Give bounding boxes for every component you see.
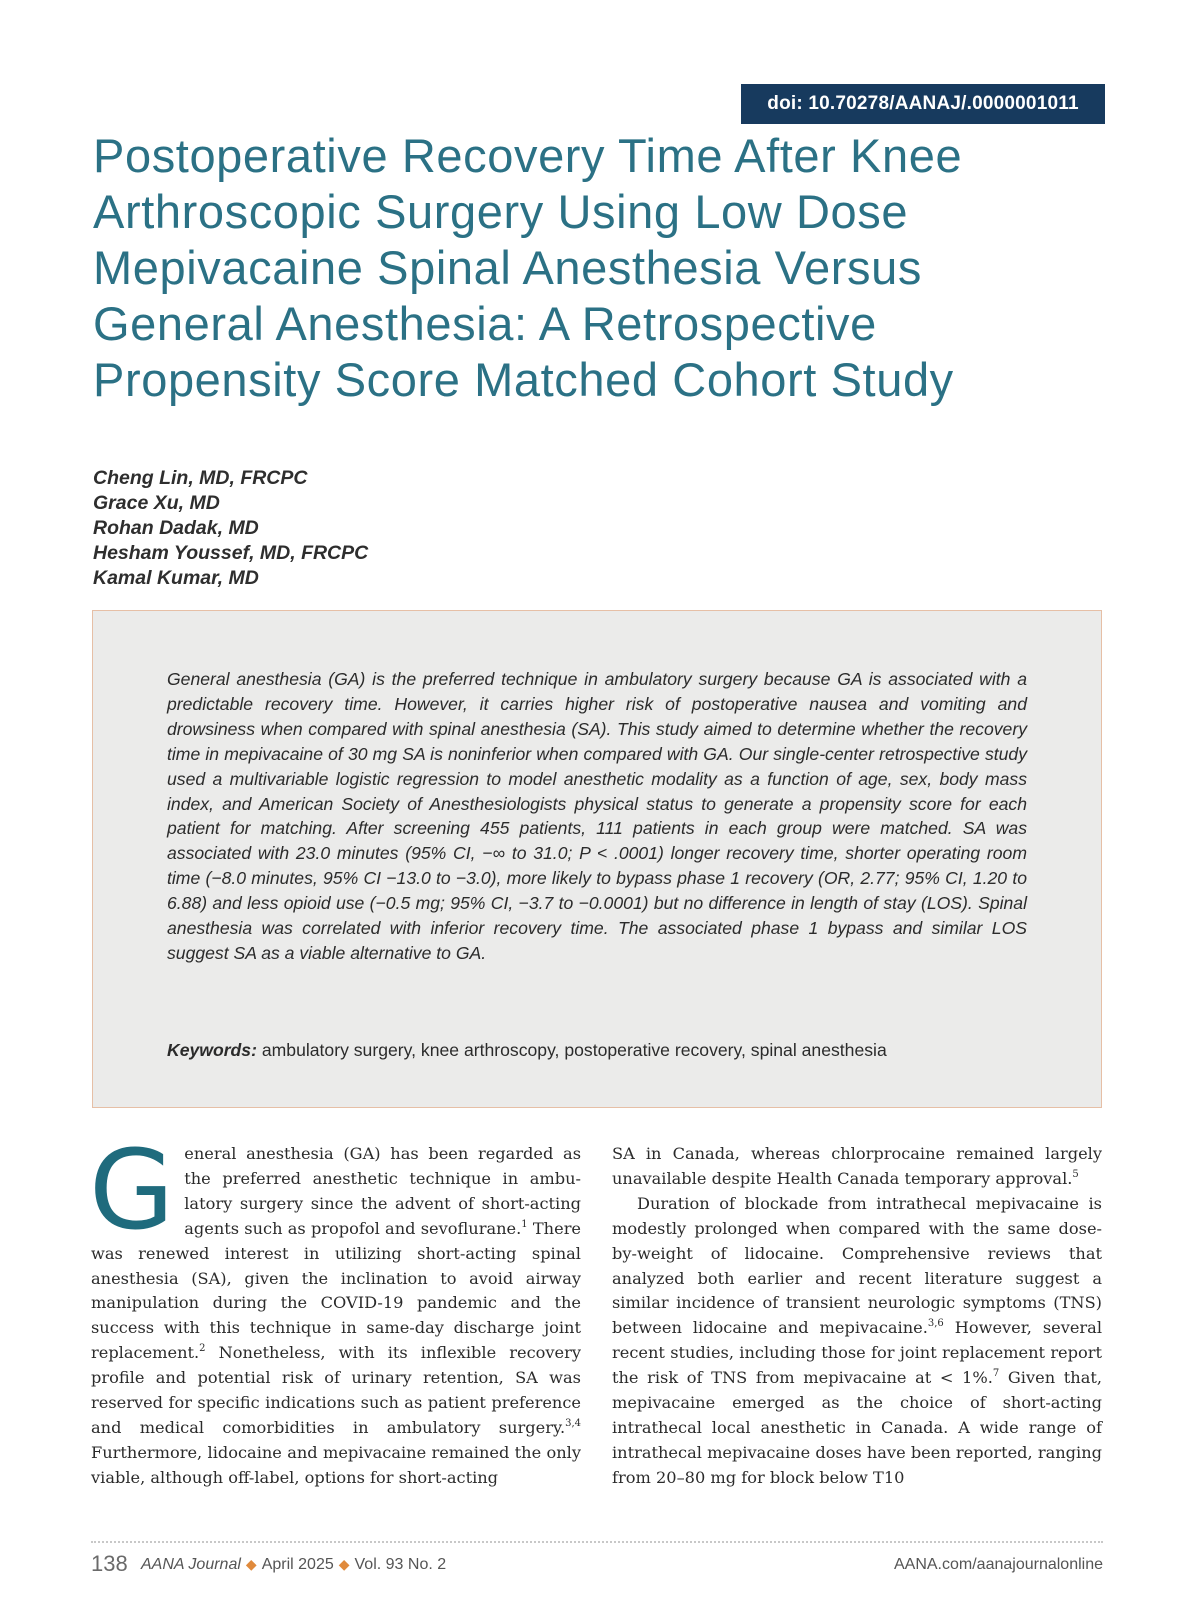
author-name: Rohan Dadak, MD	[93, 517, 259, 539]
journal-name: AANA Journal	[141, 1556, 241, 1573]
page-number: 138	[91, 1551, 128, 1576]
keywords-label: Keywords:	[167, 1040, 257, 1060]
diamond-icon: ◆	[245, 1556, 257, 1572]
doi-badge: doi: 10.70278/AANAJ/.0000001011	[741, 84, 1105, 124]
keywords-list: ambulatory surgery, knee arthroscopy, postoperative recovery, spinal anesthesia	[261, 1040, 887, 1060]
body-paragraph	[612, 1192, 1102, 1491]
body-column-left	[89, 1126, 582, 1491]
article-title	[93, 128, 1113, 408]
diamond-icon: ◆	[338, 1556, 350, 1572]
citation-ref: 7	[992, 1368, 1000, 1380]
journal-website-link[interactable]: AANA.com/aanajournalonline	[893, 1556, 1103, 1573]
issue-date: April 2025	[261, 1556, 334, 1573]
title-line: Postoperative Recovery Time After Knee	[93, 129, 963, 182]
author-name: Kamal Kumar, MD	[93, 567, 259, 589]
body-text: There was renewed interest in utilizing short-acting spinal anesthesia (SA), given the inclination to avoid airway manipulation during the COVID-19 pandemic and the success with this technique in same-day discharge joint replacement.	[91, 1218, 582, 1363]
body-text: Furthermore, lidocaine and mepivacaine remained the only viable, although off-label, options for short-acting	[91, 1442, 581, 1487]
citation-ref: 3,6	[927, 1318, 944, 1330]
title-line: General Anesthesia: A Retrospective	[93, 297, 877, 350]
citation-ref: 1	[521, 1218, 528, 1230]
body-text: Given that, mepivacaine emerged as the choice of short-acting intrathecal local anesthetic in Canada. A wide range of intrathecal mepivacaine doses have been reported, ranging from 20–80 mg for block below T10	[612, 1368, 1102, 1487]
author-name: Grace Xu, MD	[93, 492, 220, 514]
drop-cap: G	[89, 1126, 175, 1254]
abstract-text: General anesthesia (GA) is the preferred technique in ambulatory surgery because GA is associated with a predictable recovery time. However, it carries higher risk of postoperative nausea and vomiting and drowsiness when compared with spinal anesthesia (SA). This study aimed to determine whether the recovery time in mepivacaine of 30 mg SA is noninferior when compared with GA. Our single-center retrospective study used a multivariable logistic regression to model anesthetic modality as a function of age, sex, body mass index, and American Society of Anesthesiologists physical status to generate a propensity score for each patient for matching. After screening 455 patients, 111 patients in each group were matched. SA was associated with 23.0 minutes (95% CI, −∞ to 31.0; P < .0001) longer recovery time, shorter operating room time (−8.0 minutes, 95% CI −13.0 to −3.0), more likely to bypass phase 1 recovery (OR, 2.77; 95% CI, 1.20 to 6.88) and less opioid use (−0.5 mg; 95% CI, −3.7 to −0.0001) but no difference in length of stay (LOS). Spinal anesthesia was correlated with inferior recovery time. The associated phase 1 bypass and similar LOS suggest SA as a viable alternative to GA.	[167, 669, 1027, 963]
body-text: Nonetheless, with its inflexible recovery profile and potential risk of urinary retention, SA was reserved for specific indications such as patient preference and medical comorbidities in ambulatory surgery.	[91, 1343, 581, 1437]
volume-number: Vol. 93 No. 2	[354, 1556, 447, 1573]
body-text: However, several recent studies, including those for joint replacement report the risk of TNS from mepivacaine at < 1%.	[612, 1318, 1102, 1388]
author-name: Cheng Lin, MD, FRCPC	[93, 467, 308, 489]
body-paragraph	[612, 1142, 1102, 1192]
body-text: Duration of blockade from intrathecal mepivacaine is modestly prolonged when compared with the same dose-by-weight of lidocaine. Comprehensive reviews that analyzed both earlier and recent literature suggest a similar incidence of transient neurologic symptoms (TNS) between lidocaine and mepivacaine.	[612, 1193, 1102, 1338]
title-line: Mepivacaine Spinal Anesthesia Versus	[93, 241, 922, 294]
body-text: eneral anesthesia (GA) has been regarded as the preferred anesthetic technique in ambulatory surgery since the advent of short-acting agents such as propofol and sevoflurane.	[184, 1144, 581, 1238]
body-paragraph	[89, 1126, 582, 1491]
keywords-line	[167, 1040, 1047, 1061]
author-list	[93, 466, 368, 591]
body-text: SA in Canada, whereas chlorprocaine remained largely unavailable despite Health Canada temporary approval.	[612, 1144, 1102, 1188]
abstract-box	[92, 610, 1102, 1108]
citation-ref: 3,4	[565, 1417, 581, 1429]
citation-ref: 5	[1072, 1168, 1079, 1180]
author-name: Hesham Youssef, MD, FRCPC	[93, 542, 369, 564]
footer-divider	[91, 1541, 1103, 1543]
title-line: Propensity Score Matched Cohort Study	[93, 353, 954, 406]
citation-ref: 2	[199, 1343, 206, 1355]
title-line: Arthroscopic Surgery Using Low Dose	[93, 185, 909, 238]
page-footer	[91, 1553, 1103, 1581]
body-column-right	[612, 1142, 1102, 1491]
journal-info	[141, 1556, 446, 1574]
